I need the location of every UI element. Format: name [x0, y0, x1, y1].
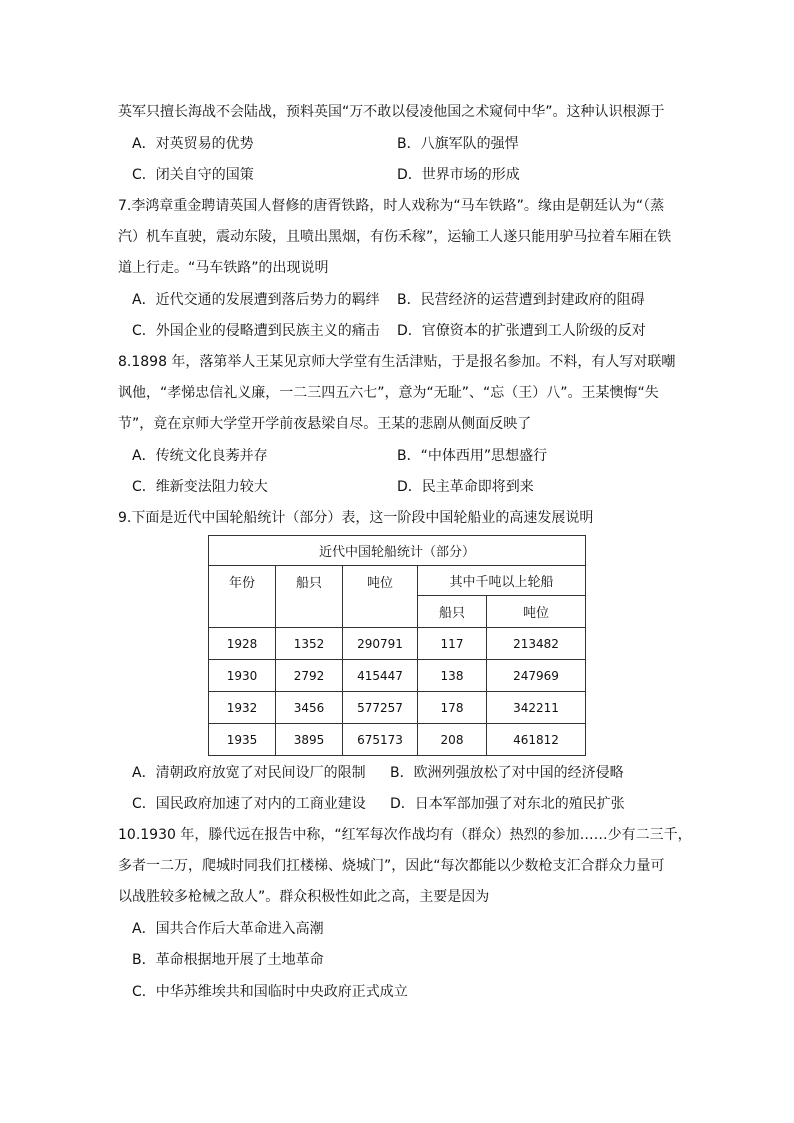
- q10-stem-line-1: 10.1930 年，滕代远在报告中称，“红军每次作战均有（群众）热烈的参加……少有二三千，: [118, 827, 692, 843]
- cell-year: 1928: [209, 628, 276, 660]
- cell-large-tonnage: 461812: [487, 724, 586, 756]
- q6-option-b: B．八旗军队的强悍: [397, 136, 519, 152]
- cell-ships: 3895: [276, 724, 343, 756]
- q7-option-c: C．外国企业的侵略遭到民族主义的痛击: [132, 323, 380, 339]
- cell-large-ships: 138: [418, 660, 487, 692]
- cell-tonnage: 415447: [343, 660, 418, 692]
- table-row: [209, 692, 586, 724]
- cell-large-ships: 208: [418, 724, 487, 756]
- table-caption: 近代中国轮船统计（部分）: [209, 536, 586, 566]
- cell-tonnage: 577257: [343, 692, 418, 724]
- cell-ships: 2792: [276, 660, 343, 692]
- q10-option-c: C．中华苏维埃共和国临时中央政府正式成立: [132, 984, 408, 1000]
- cell-year: 1935: [209, 724, 276, 756]
- header-group-large-ships: 其中千吨以上轮船: [418, 566, 586, 596]
- q10-option-b: B．革命根据地开展了土地革命: [132, 952, 324, 968]
- q8-stem-line-3: 节”，竟在京师大学堂开学前夜悬梁自尽。王某的悲剧从侧面反映了: [118, 416, 532, 432]
- q7-stem-line-2: 汽）机车直驶，震动东陵，且喷出黑烟，有伤禾稼”，运输工人遂只能用驴马拉着车厢在铁: [118, 229, 672, 245]
- header-year: 年份: [209, 566, 276, 628]
- q7-option-b: B．民营经济的运营遭到封建政府的阻碍: [397, 292, 645, 308]
- q7-stem-line-1: 7.李鸿章重金聘请英国人督修的唐胥铁路，时人戏称为“马车铁路”。缘由是朝廷认为“（蒸: [118, 198, 665, 214]
- cell-tonnage: 290791: [343, 628, 418, 660]
- q9-option-b: B．欧洲列强放松了对中国的经济侵略: [390, 765, 624, 781]
- q8-stem-line-1: 8.1898 年，落第举人王某见京师大学堂有生活津贴，于是报名参加。不料，有人写对联嘲: [118, 354, 676, 370]
- q8-option-c: C．维新变法阻力较大: [132, 479, 268, 495]
- cell-tonnage: 675173: [343, 724, 418, 756]
- q8-stem-line-2: 讽他，“孝悌忠信礼义廉，一二三四五六七”，意为“无耻”、“忘（王）八”。王某懊悔“失: [118, 385, 659, 401]
- q6-option-c: C．闭关自守的国策: [132, 167, 254, 183]
- header-tonnage: 吨位: [343, 566, 418, 628]
- cell-year: 1930: [209, 660, 276, 692]
- q7-stem-line-3: 道上行走。“马车铁路”的出现说明: [118, 260, 329, 276]
- table-row: [209, 628, 586, 660]
- q8-option-a: A．传统文化良莠并存: [132, 448, 268, 464]
- q6-option-a: A．对英贸易的优势: [132, 136, 254, 152]
- cell-large-tonnage: 213482: [487, 628, 586, 660]
- q9-option-d: D．日本军部加强了对东北的殖民扩张: [390, 796, 625, 812]
- cell-ships: 3456: [276, 692, 343, 724]
- q9-option-a: A．清朝政府放宽了对民间设厂的限制: [132, 765, 366, 781]
- q9-option-c: C．国民政府加速了对内的工商业建设: [132, 796, 366, 812]
- q8-option-d: D．民主革命即将到来: [397, 479, 534, 495]
- table-row: [209, 724, 586, 756]
- q10-option-a: A．国共合作后大革命进入高潮: [132, 921, 324, 937]
- cell-large-ships: 117: [418, 628, 487, 660]
- q7-option-a: A．近代交通的发展遭到落后势力的羁绊: [132, 292, 380, 308]
- header-sub-ships: 船只: [418, 596, 487, 628]
- cell-ships: 1352: [276, 628, 343, 660]
- q10-stem-line-3: 以战胜较多枪械之敌人”。群众积极性如此之高，主要是因为: [118, 889, 490, 905]
- q9-stem: 9.下面是近代中国轮船统计（部分）表，这一阶段中国轮船业的高速发展说明: [118, 510, 594, 526]
- header-ships: 船只: [276, 566, 343, 628]
- cell-large-tonnage: 342211: [487, 692, 586, 724]
- q7-option-d: D．官僚资本的扩张遭到工人阶级的反对: [397, 323, 646, 339]
- q6-option-d: D．世界市场的形成: [397, 167, 520, 183]
- q6-stem-tail: 英军只擅长海战不会陆战，预料英国“万不敢以侵凌他国之术窥伺中华”。这种认识根源于: [118, 104, 665, 120]
- cell-large-tonnage: 247969: [487, 660, 586, 692]
- q10-stem-line-2: 多者一二万，爬城时同我们扛楼梯、烧城门”，因此“每次都能以少数枪支汇合群众力量可: [118, 858, 665, 874]
- cell-year: 1932: [209, 692, 276, 724]
- q8-option-b: B．“中体西用”思想盛行: [397, 448, 548, 464]
- cell-large-ships: 178: [418, 692, 487, 724]
- table-row: [209, 660, 586, 692]
- header-sub-tonnage: 吨位: [487, 596, 586, 628]
- ship-statistics-table: [208, 535, 586, 756]
